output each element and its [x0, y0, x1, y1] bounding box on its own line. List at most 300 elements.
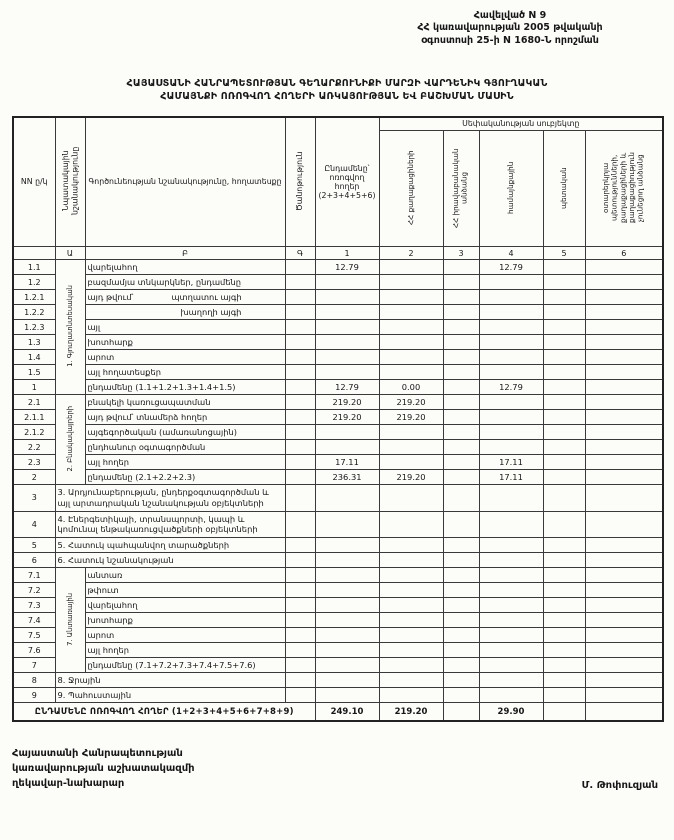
value-cell: 219.20	[315, 410, 379, 425]
col-header-community-label: համայնքային	[505, 161, 515, 214]
note-cell	[285, 425, 315, 440]
row-label-cell: 3. Արդյունաբերության, ընդերքօգտագործման և այլ արտադրական նշանակության օբյեկտների	[55, 485, 285, 512]
note-cell	[285, 440, 315, 455]
row-label-cell: 9. Պահուստային	[55, 688, 285, 703]
value-cell	[585, 485, 663, 512]
value-cell: 249.10	[315, 703, 379, 721]
col-header-state	[543, 131, 585, 247]
row-label-cell: 8. Ջրային	[55, 673, 285, 688]
col-header-total-irrigated: Ընդամենը՝ ոռոգվող հողեր (2+3+4+5+6)	[315, 117, 379, 247]
value-cell	[379, 455, 443, 470]
issuer-line-3: ղեկավար-նախարար	[12, 777, 125, 789]
row-number-cell: 1.4	[13, 350, 55, 365]
value-cell	[315, 320, 379, 335]
letter-cell: 5	[543, 247, 585, 260]
table-row	[13, 485, 663, 512]
value-cell	[479, 350, 543, 365]
value-cell	[443, 290, 479, 305]
value-cell	[479, 335, 543, 350]
value-cell	[585, 538, 663, 553]
value-cell	[585, 583, 663, 598]
value-cell	[543, 643, 585, 658]
value-cell	[315, 643, 379, 658]
table-row	[13, 583, 663, 598]
table-row	[13, 290, 663, 305]
value-cell	[315, 511, 379, 538]
value-cell	[479, 598, 543, 613]
value-cell: 12.79	[315, 380, 379, 395]
value-cell	[315, 553, 379, 568]
value-cell: 12.79	[315, 260, 379, 275]
value-cell: 17.11	[479, 455, 543, 470]
letter-cell: Բ	[85, 247, 285, 260]
row-number-cell: 1.5	[13, 365, 55, 380]
value-cell: 0.00	[379, 380, 443, 395]
document-footer	[12, 746, 662, 791]
grand-total-row	[13, 703, 663, 721]
value-cell	[479, 658, 543, 673]
value-cell	[379, 260, 443, 275]
col-header-note	[285, 117, 315, 247]
col-header-purpose-label: Նպատակային նշանակությունը	[60, 146, 79, 216]
note-cell	[285, 598, 315, 613]
table-row	[13, 598, 663, 613]
value-cell	[443, 470, 479, 485]
col-header-activity: Գործունեության նշանակությունը, հողատեսքը	[85, 117, 285, 247]
value-cell	[543, 688, 585, 703]
col-header-state-label: պետական	[558, 166, 568, 209]
col-header-citizens-label: ՀՀ քաղաքացիների	[405, 150, 415, 225]
letter-cell: 3	[443, 247, 479, 260]
value-cell: 219.20	[315, 395, 379, 410]
value-cell: 219.20	[379, 470, 443, 485]
value-cell	[443, 643, 479, 658]
letter-cell	[13, 247, 55, 260]
col-header-foreign-label: օտարերկրյա պետությունների, քաղաքացիների և քաղաքացիություն չունեցող անձանց	[601, 152, 645, 224]
value-cell	[443, 511, 479, 538]
value-cell	[443, 703, 479, 721]
value-cell	[443, 410, 479, 425]
value-cell	[379, 613, 443, 628]
value-cell	[379, 658, 443, 673]
value-cell	[315, 485, 379, 512]
value-cell	[379, 688, 443, 703]
value-cell	[379, 275, 443, 290]
note-cell	[285, 511, 315, 538]
note-cell	[285, 380, 315, 395]
value-cell	[443, 485, 479, 512]
value-cell	[585, 511, 663, 538]
value-cell	[585, 455, 663, 470]
letter-cell: 2	[379, 247, 443, 260]
value-cell	[315, 688, 379, 703]
note-cell	[285, 628, 315, 643]
row-label-cell: թփուտ	[85, 583, 285, 598]
row-label-cell: խոտհարք	[85, 335, 285, 350]
table-row	[13, 643, 663, 658]
note-cell	[285, 455, 315, 470]
col-header-legal-entities	[443, 131, 479, 247]
value-cell	[585, 380, 663, 395]
value-cell	[543, 380, 585, 395]
row-number-cell: 7.3	[13, 598, 55, 613]
value-cell	[543, 455, 585, 470]
row-number-cell: 2.1.2	[13, 425, 55, 440]
value-cell	[585, 260, 663, 275]
value-cell	[315, 613, 379, 628]
value-cell	[315, 290, 379, 305]
value-cell	[585, 568, 663, 583]
value-cell	[379, 568, 443, 583]
value-cell	[315, 275, 379, 290]
value-cell	[479, 305, 543, 320]
row-number-cell: 7	[13, 658, 55, 673]
table-row	[13, 425, 663, 440]
row-label-cell: խոտհարք	[85, 613, 285, 628]
row-number-cell: 7.5	[13, 628, 55, 643]
value-cell	[479, 395, 543, 410]
value-cell	[543, 305, 585, 320]
value-cell	[479, 440, 543, 455]
row-number-cell: 5	[13, 538, 55, 553]
value-cell	[379, 583, 443, 598]
value-cell	[479, 320, 543, 335]
row-number-cell: 2	[13, 470, 55, 485]
value-cell	[443, 275, 479, 290]
value-cell	[543, 485, 585, 512]
row-label-cell: ընդամենը (2.1+2.2+2.3)	[85, 470, 285, 485]
value-cell	[543, 290, 585, 305]
row-label-cell: վարելահող	[85, 598, 285, 613]
row-label-cell: այլ	[85, 320, 285, 335]
value-cell	[479, 275, 543, 290]
row-number-cell: 1.2.3	[13, 320, 55, 335]
row-label-cell: 5. Հատուկ պահպանվող տարածքների	[55, 538, 285, 553]
row-label-cell: բազմամյա տնկարկներ, ընդամենը	[85, 275, 285, 290]
value-cell	[543, 410, 585, 425]
value-cell	[543, 598, 585, 613]
value-cell	[479, 538, 543, 553]
row-label-cell: արոտ	[85, 628, 285, 643]
row-label-cell: այդ թվում՝ պտղատու այգի	[85, 290, 285, 305]
row-number-cell: 2.3	[13, 455, 55, 470]
value-cell	[443, 440, 479, 455]
table-row	[13, 553, 663, 568]
value-cell	[379, 553, 443, 568]
value-cell	[479, 613, 543, 628]
value-cell	[443, 538, 479, 553]
value-cell	[379, 440, 443, 455]
table-row	[13, 511, 663, 538]
value-cell	[585, 598, 663, 613]
value-cell	[443, 260, 479, 275]
header-row-letters	[13, 247, 663, 260]
note-cell	[285, 335, 315, 350]
table-row	[13, 628, 663, 643]
row-label-cell: ընդամենը (1.1+1.2+1.3+1.4+1.5)	[85, 380, 285, 395]
value-cell	[315, 658, 379, 673]
table-row	[13, 410, 663, 425]
grand-total-label-cell: ԸՆԴԱՄԵՆԸ ՈՌՈԳՎՈՂ ՀՈՂԵՐ (1+2+3+4+5+6+7+8+9)	[13, 703, 315, 721]
note-cell	[285, 613, 315, 628]
value-cell	[443, 553, 479, 568]
value-cell	[479, 673, 543, 688]
row-label-cell: այլ հողեր	[85, 643, 285, 658]
row-number-cell: 7.2	[13, 583, 55, 598]
row-label-cell: այլ հողատեսքեր	[85, 365, 285, 380]
value-cell	[543, 470, 585, 485]
value-cell: 29.90	[479, 703, 543, 721]
value-cell	[379, 335, 443, 350]
value-cell	[443, 583, 479, 598]
value-cell	[443, 568, 479, 583]
value-cell	[443, 598, 479, 613]
row-label-cell: 4. Էներգետիկայի, տրանսպորտի, կապի և կոմունալ ենթակառուցվածքների օբյեկտների	[55, 511, 285, 538]
value-cell	[543, 260, 585, 275]
value-cell	[479, 688, 543, 703]
value-cell	[443, 305, 479, 320]
table-row	[13, 350, 663, 365]
value-cell	[479, 511, 543, 538]
value-cell	[379, 305, 443, 320]
value-cell	[443, 335, 479, 350]
annex-line-3: օգոստոսի 25-ի N 1680-Ն որոշման	[421, 34, 599, 46]
value-cell	[585, 305, 663, 320]
value-cell	[585, 350, 663, 365]
row-number-cell: 1	[13, 380, 55, 395]
value-cell: 219.20	[379, 410, 443, 425]
value-cell	[315, 673, 379, 688]
table-row	[13, 260, 663, 275]
value-cell: 12.79	[479, 260, 543, 275]
value-cell	[585, 643, 663, 658]
col-header-legal-entities-label: ՀՀ իրավաբանական անձանց	[451, 147, 469, 228]
value-cell	[379, 538, 443, 553]
note-cell	[285, 395, 315, 410]
note-cell	[285, 260, 315, 275]
row-number-cell: 7.4	[13, 613, 55, 628]
value-cell	[315, 598, 379, 613]
value-cell: 219.20	[379, 703, 443, 721]
value-cell	[379, 365, 443, 380]
value-cell	[479, 410, 543, 425]
value-cell	[443, 365, 479, 380]
value-cell: 12.79	[479, 380, 543, 395]
row-label-cell: արոտ	[85, 350, 285, 365]
row-number-cell: 1.2.2	[13, 305, 55, 320]
value-cell	[479, 425, 543, 440]
value-cell	[585, 395, 663, 410]
row-number-cell: 1.2.1	[13, 290, 55, 305]
value-cell	[585, 470, 663, 485]
value-cell	[443, 350, 479, 365]
note-cell	[285, 290, 315, 305]
letter-cell: Գ	[285, 247, 315, 260]
value-cell	[585, 613, 663, 628]
value-cell	[585, 628, 663, 643]
value-cell	[543, 538, 585, 553]
value-cell	[585, 275, 663, 290]
row-number-cell: 3	[13, 485, 55, 512]
value-cell	[543, 275, 585, 290]
table-row	[13, 688, 663, 703]
value-cell	[479, 628, 543, 643]
note-cell	[285, 568, 315, 583]
value-cell	[443, 395, 479, 410]
value-cell	[543, 613, 585, 628]
value-cell	[479, 365, 543, 380]
value-cell	[543, 658, 585, 673]
note-cell	[285, 365, 315, 380]
value-cell	[379, 485, 443, 512]
value-cell	[315, 425, 379, 440]
value-cell	[543, 350, 585, 365]
value-cell	[543, 335, 585, 350]
row-number-cell: 7.6	[13, 643, 55, 658]
note-cell	[285, 658, 315, 673]
value-cell	[379, 673, 443, 688]
table-row	[13, 365, 663, 380]
value-cell	[479, 583, 543, 598]
value-cell	[543, 440, 585, 455]
row-label-cell: ընդամենը (7.1+7.2+7.3+7.4+7.5+7.6)	[85, 658, 285, 673]
note-cell	[285, 350, 315, 365]
table-row	[13, 275, 663, 290]
value-cell	[585, 290, 663, 305]
value-cell	[379, 511, 443, 538]
category-group-cell	[55, 260, 85, 395]
value-cell	[379, 628, 443, 643]
value-cell: 219.20	[379, 395, 443, 410]
value-cell	[443, 455, 479, 470]
category-group-cell	[55, 395, 85, 485]
value-cell	[585, 425, 663, 440]
table-row	[13, 305, 663, 320]
value-cell	[315, 538, 379, 553]
note-cell	[285, 538, 315, 553]
value-cell	[315, 628, 379, 643]
value-cell	[315, 350, 379, 365]
value-cell	[443, 658, 479, 673]
table-row	[13, 455, 663, 470]
value-cell: 17.11	[479, 470, 543, 485]
row-number-cell: 1.2	[13, 275, 55, 290]
value-cell	[443, 380, 479, 395]
row-number-cell: 1.3	[13, 335, 55, 350]
value-cell	[543, 703, 585, 721]
value-cell	[379, 643, 443, 658]
value-cell	[543, 320, 585, 335]
value-cell	[479, 485, 543, 512]
table-row	[13, 470, 663, 485]
table-row	[13, 440, 663, 455]
col-header-nn: NN ը/կ	[13, 117, 55, 247]
row-number-cell: 2.1	[13, 395, 55, 410]
category-group-label: 1. Գյուղատնտեսական	[65, 285, 74, 368]
value-cell	[543, 365, 585, 380]
signature-name: Մ. Թոփուզյան	[581, 779, 658, 791]
table-row	[13, 538, 663, 553]
note-cell	[285, 583, 315, 598]
issuer-line-1: Հայաստանի Հանրապետության	[12, 747, 183, 759]
row-number-cell: 4	[13, 511, 55, 538]
row-label-cell: ընդհանուր օգտագործման	[85, 440, 285, 455]
row-number-cell: 9	[13, 688, 55, 703]
value-cell	[379, 320, 443, 335]
note-cell	[285, 553, 315, 568]
annex-line-2: ՀՀ կառավարության 2005 թվականի	[417, 22, 603, 34]
value-cell	[315, 583, 379, 598]
value-cell	[443, 673, 479, 688]
note-cell	[285, 643, 315, 658]
value-cell	[585, 673, 663, 688]
value-cell	[315, 440, 379, 455]
row-label-cell: բնակելի կառուցապատման	[85, 395, 285, 410]
value-cell	[585, 658, 663, 673]
value-cell	[585, 365, 663, 380]
issuer-block	[12, 746, 195, 791]
letter-cell: Ա	[55, 247, 85, 260]
col-header-foreign	[585, 131, 663, 247]
note-cell	[285, 305, 315, 320]
value-cell	[543, 425, 585, 440]
row-number-cell: 2.1.1	[13, 410, 55, 425]
col-header-ownership-group: Սեփականության սուբյեկտը	[379, 117, 663, 131]
document-title	[12, 77, 662, 104]
value-cell	[379, 350, 443, 365]
table-row	[13, 613, 663, 628]
col-header-purpose	[55, 117, 85, 247]
value-cell	[543, 511, 585, 538]
value-cell	[443, 613, 479, 628]
value-cell	[543, 553, 585, 568]
category-group-label: 7. Անտառային	[65, 592, 74, 646]
letter-cell: 6	[585, 247, 663, 260]
table-row	[13, 320, 663, 335]
table-row	[13, 335, 663, 350]
col-header-note-label: Ծանոթություն	[295, 151, 305, 211]
note-cell	[285, 470, 315, 485]
letter-cell: 4	[479, 247, 543, 260]
value-cell	[543, 568, 585, 583]
header-row-top	[13, 117, 663, 131]
value-cell	[479, 643, 543, 658]
value-cell: 236.31	[315, 470, 379, 485]
issuer-line-2: կառավարության աշխատակազմի	[12, 762, 195, 774]
annex-line-1: Հավելված N 9	[473, 10, 547, 21]
value-cell	[379, 290, 443, 305]
note-cell	[285, 410, 315, 425]
note-cell	[285, 320, 315, 335]
value-cell	[315, 365, 379, 380]
value-cell	[479, 290, 543, 305]
row-number-cell: 6	[13, 553, 55, 568]
title-line-2: ՀԱՄԱՅՆՔԻ ՈՌՈԳՎՈՂ ՀՈՂԵՐԻ ԱՌԿԱՅՈՒԹՅԱՆ ԵՎ ԲԱՇԽՄԱՆ ՄԱՍԻՆ	[160, 91, 514, 103]
row-label-cell: այդ թվում՝ տնամերձ հողեր	[85, 410, 285, 425]
note-cell	[285, 688, 315, 703]
row-label-secondary: պտղատու այգի	[171, 292, 242, 303]
category-group-label: 2. Բնակավայրերի	[65, 405, 74, 472]
table-row	[13, 658, 663, 673]
value-cell	[585, 440, 663, 455]
row-label-cell: այլ հողեր	[85, 455, 285, 470]
value-cell	[443, 688, 479, 703]
value-cell	[585, 320, 663, 335]
value-cell	[543, 583, 585, 598]
letter-cell: 1	[315, 247, 379, 260]
value-cell	[585, 703, 663, 721]
value-cell	[585, 335, 663, 350]
